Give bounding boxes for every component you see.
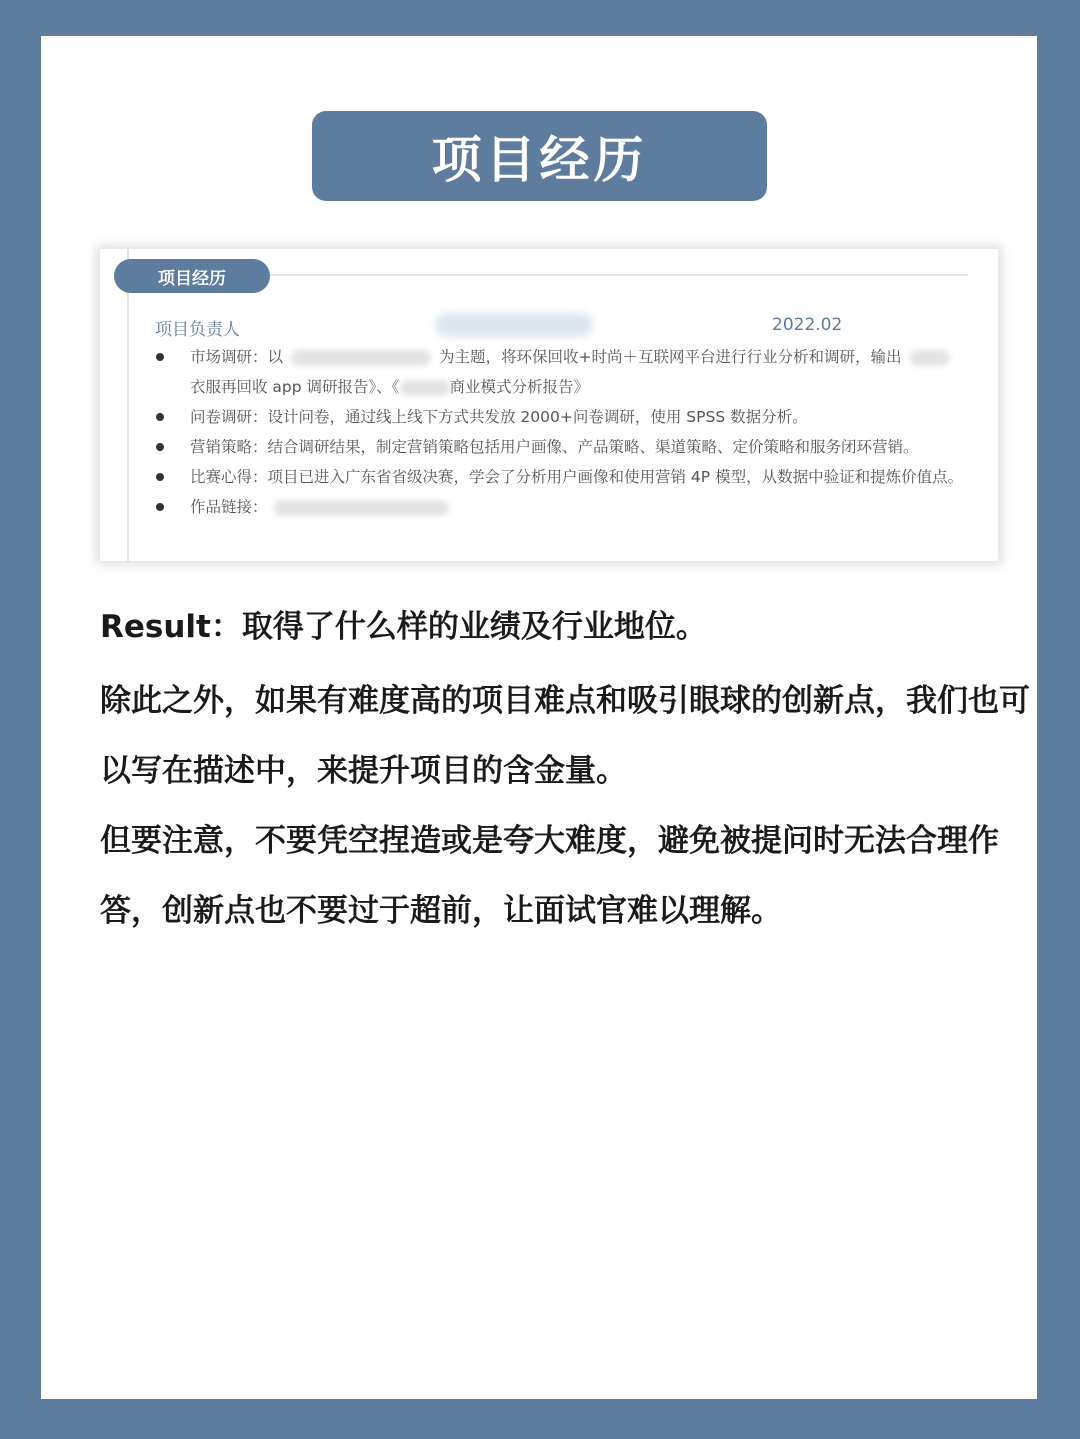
bullet-dot-icon: [156, 443, 164, 451]
paragraph-caution: 但要注意，不要凭空捏造或是夸大难度，避免被提问时无法合理作答，创新点也不要过于超前，让面试官难以理解。: [100, 823, 999, 929]
bullet-market-research: [152, 342, 982, 402]
bullet-text-part: 衣服再回收 app 调研报告》、《: [190, 378, 400, 396]
bullet-text: 作品链接：: [190, 498, 268, 516]
bullet-dot-icon: [156, 473, 164, 481]
project-bullet-list: [152, 342, 982, 522]
bullet-work-link: [152, 492, 982, 522]
project-role: 项目负责人: [155, 320, 240, 340]
bullet-marketing: [152, 432, 982, 462]
bullet-text-part: 市场调研：以: [190, 348, 284, 366]
bullet-competition: [152, 462, 982, 492]
article-body: [100, 596, 1030, 946]
bullet-dot-icon: [156, 503, 164, 511]
section-divider: [260, 274, 968, 276]
paragraph-innovation: 除此之外，如果有难度高的项目难点和吸引眼球的创新点，我们也可以写在描述中，来提升项目的含金量。: [100, 683, 1030, 789]
project-date: 2022.02: [772, 315, 843, 335]
content-card: [41, 36, 1037, 1399]
timeline-line: [127, 249, 129, 561]
page-title: 项目经历: [312, 111, 767, 201]
resume-screenshot: [100, 249, 998, 561]
bullet-text: 问卷调研：设计问卷，通过线上线下方式共发放 2000+问卷调研，使用 SPSS 数据分析。: [190, 408, 808, 426]
bullet-dot-icon: [156, 353, 164, 361]
bullet-text: 营销策略：结合调研结果，制定营销策略包括用户画像、产品策略、渠道策略、定价策略和服务闭环营销。: [190, 438, 919, 456]
redacted-text: [291, 350, 431, 366]
redacted-text: [400, 380, 450, 396]
redacted-text: [910, 350, 950, 366]
bullet-text: 比赛心得：项目已进入广东省省级决赛，学会了分析用户画像和使用营销 4P 模型，从数据中验证和提炼价值点。: [190, 468, 964, 486]
result-line: Result：取得了什么样的业绩及行业地位。: [100, 609, 707, 645]
bullet-survey: [152, 402, 982, 432]
bullet-text-part: 为主题，将环保回收+时尚＋互联网平台进行行业分析和调研，输出: [439, 348, 902, 366]
bullet-dot-icon: [156, 413, 164, 421]
bullet-text-part: 商业模式分析报告》: [449, 378, 590, 396]
blurred-project-name: [435, 313, 593, 337]
redacted-link: [274, 500, 449, 516]
resume-section-label: 项目经历: [114, 259, 270, 293]
